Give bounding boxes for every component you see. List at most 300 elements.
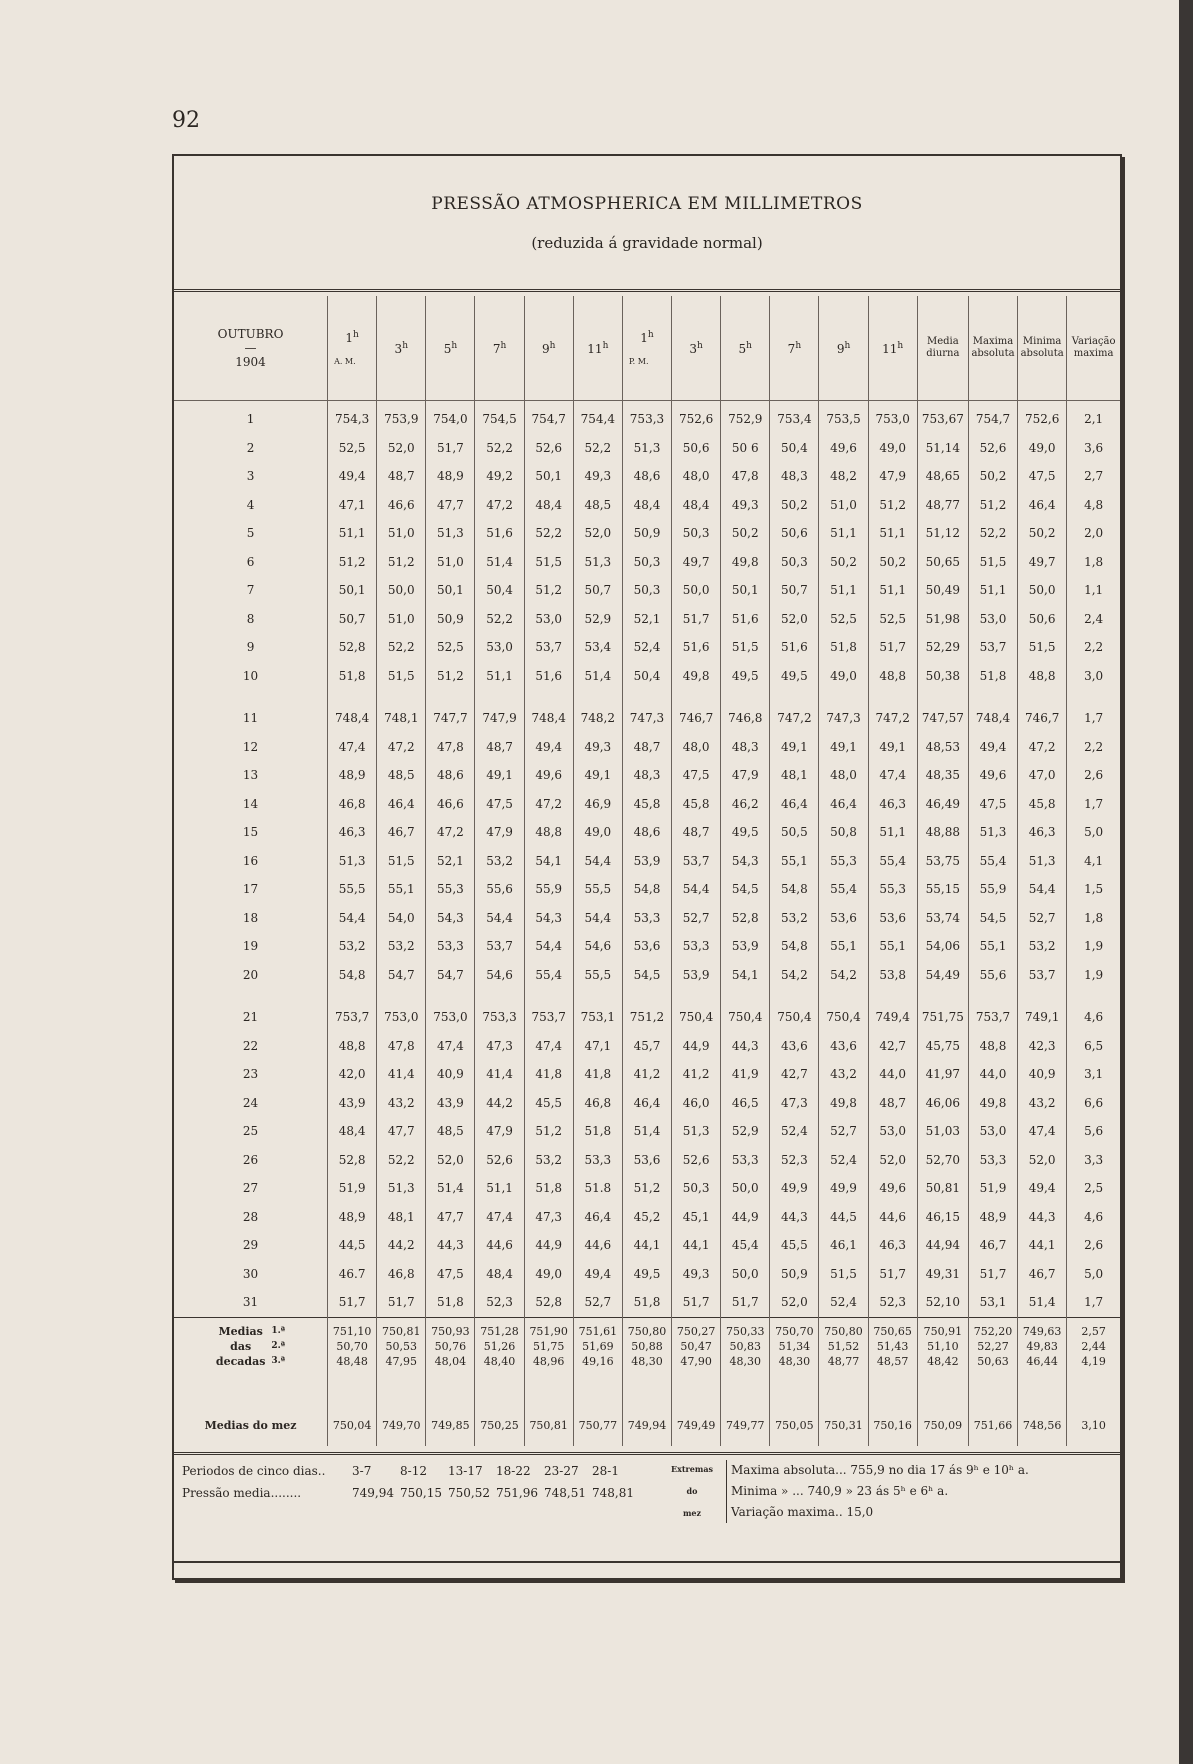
spacer-cell: [622, 989, 671, 1003]
value-cell: 52,2: [377, 633, 426, 662]
value-cell: 52,8: [328, 1146, 377, 1175]
extreme-variacao: Variação maxima.. 15,0: [731, 1505, 874, 1519]
value-cell: 48,8: [524, 818, 573, 847]
decade-mean-value: 49,83: [1026, 1339, 1058, 1353]
table-row: [174, 961, 1120, 990]
table-row: [174, 576, 1120, 605]
value-cell: 50,4: [622, 662, 671, 691]
hour-suffix: h: [647, 330, 654, 340]
decade-mean-value: 48,77: [827, 1354, 860, 1368]
value-cell: 53,2: [1018, 932, 1067, 961]
value-cell: 747,7: [426, 704, 475, 733]
value-cell: 49,4: [1018, 1174, 1067, 1203]
value-cell: 48,3: [622, 761, 671, 790]
value-cell: 52,2: [475, 434, 524, 463]
value-cell: 54,5: [622, 961, 671, 990]
extremes-label-2: do: [686, 1486, 698, 1496]
table-row: [174, 1117, 1120, 1146]
value-cell: 55,9: [524, 875, 573, 904]
decade-mean-value: 47,90: [680, 1354, 712, 1368]
value-cell: 53,9: [721, 932, 770, 961]
hour-number: 1: [640, 331, 648, 345]
hour-suffix: h: [844, 340, 851, 351]
value-cell: 46,8: [377, 1260, 426, 1289]
value-cell: 51.8: [573, 1174, 622, 1203]
value-cell: 49,1: [573, 761, 622, 790]
value-cell: 54,3: [524, 904, 573, 933]
value-cell: 49,0: [573, 818, 622, 847]
decade-means-word: decadas: [215, 1354, 266, 1368]
value-cell: 51,7: [721, 1288, 770, 1317]
value-cell: 49,3: [573, 733, 622, 762]
value-cell: 53,7: [524, 633, 573, 662]
table-row: [174, 761, 1120, 790]
table-row: [174, 733, 1120, 762]
value-cell: 46.7: [328, 1260, 377, 1289]
value-cell: 54,0: [377, 904, 426, 933]
value-cell: 51,4: [426, 1174, 475, 1203]
decade-means-word: das: [230, 1339, 252, 1353]
value-cell: 52,2: [573, 434, 622, 463]
value-cell: 47,4: [475, 1203, 524, 1232]
value-cell: 50,2: [868, 548, 917, 577]
maxima-absoluta-header-line: absoluta: [971, 348, 1015, 359]
hour-number: 9: [541, 341, 550, 356]
value-cell: 44,0: [968, 1060, 1017, 1089]
value-cell: 754,4: [573, 401, 622, 434]
day-cell: 9: [246, 640, 255, 655]
value-cell: 1,1: [1067, 576, 1120, 605]
month-mean-value: 749,70: [377, 1406, 426, 1446]
decade-mean-value: 51,75: [532, 1339, 565, 1353]
value-cell: 44,9: [721, 1203, 770, 1232]
spacer-cell: [1018, 989, 1067, 1003]
value-cell: 55,6: [475, 875, 524, 904]
decade-mean-value: 750,33: [726, 1324, 765, 1338]
table-row: [174, 1174, 1120, 1203]
value-cell: 49,0: [524, 1260, 573, 1289]
value-cell: 51,4: [573, 662, 622, 691]
month-mean-value: 750,09: [917, 1406, 968, 1446]
value-cell: 49,1: [819, 733, 868, 762]
value-cell: 49,1: [868, 733, 917, 762]
value-cell: 747,57: [917, 704, 968, 733]
value-cell: 50,5: [770, 818, 819, 847]
value-cell: 53,8: [868, 961, 917, 990]
value-cell: 51,0: [377, 605, 426, 634]
value-cell: 52,6: [672, 1146, 721, 1175]
value-cell: 49,0: [1018, 434, 1067, 463]
value-cell: 48,4: [475, 1260, 524, 1289]
table-row: [174, 1032, 1120, 1061]
value-cell: 753,67: [917, 401, 968, 434]
spacer-cell: [426, 989, 475, 1003]
value-cell: 50,0: [721, 1260, 770, 1289]
value-cell: 48,5: [573, 491, 622, 520]
value-cell: 51,3: [328, 847, 377, 876]
month-means-label: Medias do mez: [204, 1419, 297, 1432]
value-cell: 48,6: [426, 761, 475, 790]
table-row: [174, 1288, 1120, 1317]
value-cell: 52,0: [377, 434, 426, 463]
spacer-cell: [1018, 690, 1067, 704]
day-cell: 31: [242, 1295, 259, 1310]
value-cell: 52,0: [770, 1288, 819, 1317]
value-cell: 753,3: [475, 1003, 524, 1032]
value-cell: 50,2: [770, 491, 819, 520]
hour-header: [770, 296, 819, 401]
extremes-values: [726, 1460, 1121, 1523]
decade-number: 2.ª: [271, 1340, 286, 1351]
value-cell: 51,1: [819, 519, 868, 548]
month-dash: —: [244, 341, 257, 355]
value-cell: 52,6: [968, 434, 1017, 463]
value-cell: 53,3: [622, 904, 671, 933]
value-cell: 46,3: [1018, 818, 1067, 847]
value-cell: 49,6: [868, 1174, 917, 1203]
value-cell: 51,4: [1018, 1288, 1067, 1317]
day-cell: 26: [242, 1152, 259, 1167]
month-mean-value: 750,81: [524, 1406, 573, 1446]
value-cell: 42,0: [328, 1060, 377, 1089]
value-cell: 55,4: [968, 847, 1017, 876]
value-cell: 53,9: [622, 847, 671, 876]
value-cell: 55,1: [968, 932, 1017, 961]
value-cell: 747,9: [475, 704, 524, 733]
value-cell: 47,4: [868, 761, 917, 790]
value-cell: 51,8: [573, 1117, 622, 1146]
value-cell: 51,1: [328, 519, 377, 548]
table-row: [174, 1003, 1120, 1032]
value-cell: 54,2: [770, 961, 819, 990]
hour-suffix: h: [549, 340, 556, 351]
value-cell: 54,4: [573, 904, 622, 933]
value-cell: 47,8: [377, 1032, 426, 1061]
value-cell: 51,6: [524, 662, 573, 691]
spacer-cell: [819, 690, 868, 704]
value-cell: 51,1: [475, 1174, 524, 1203]
value-cell: 51,3: [968, 818, 1017, 847]
value-cell: 48,1: [770, 761, 819, 790]
value-cell: 46,6: [426, 790, 475, 819]
media-diurna-header: [917, 296, 968, 401]
day-cell: 1: [246, 412, 255, 427]
value-cell: 746,8: [721, 704, 770, 733]
value-cell: 51,8: [328, 662, 377, 691]
decade-means-cell: [426, 1317, 475, 1406]
spacer-cell: [475, 989, 524, 1003]
variacao-maxima-header: [1067, 296, 1120, 401]
day-cell: 11: [242, 711, 259, 726]
day-cell: 22: [242, 1038, 259, 1053]
value-cell: 748,2: [573, 704, 622, 733]
value-cell: 53,75: [917, 847, 968, 876]
hour-number: 9: [836, 341, 845, 356]
value-cell: 55,5: [573, 875, 622, 904]
hour-suffix: h: [500, 340, 507, 351]
value-cell: 50,3: [622, 548, 671, 577]
value-cell: 49,0: [868, 434, 917, 463]
value-cell: 5,0: [1067, 1260, 1120, 1289]
value-cell: 752,6: [672, 401, 721, 434]
table-row: [174, 1089, 1120, 1118]
month-header: [174, 296, 328, 401]
hour-suffix: h: [451, 340, 458, 351]
table-row: [174, 847, 1120, 876]
pressure-value: 750,52: [448, 1486, 490, 1500]
value-cell: 51,5: [524, 548, 573, 577]
value-cell: 51,5: [377, 662, 426, 691]
value-cell: 52,7: [573, 1288, 622, 1317]
value-cell: 54,4: [328, 904, 377, 933]
pressure-value: 748,81: [592, 1486, 634, 1500]
value-cell: 54,2: [819, 961, 868, 990]
value-cell: 51,12: [917, 519, 968, 548]
hour-suffix: h: [746, 340, 752, 351]
value-cell: 51,2: [328, 548, 377, 577]
value-cell: 46,4: [1018, 491, 1067, 520]
value-cell: 41,4: [377, 1060, 426, 1089]
value-cell: 50,0: [377, 576, 426, 605]
value-cell: 52,70: [917, 1146, 968, 1175]
month-mean-value: 748,56: [1018, 1406, 1067, 1446]
value-cell: 54,6: [573, 932, 622, 961]
month-mean-value: 750,77: [573, 1406, 622, 1446]
hour-header: [328, 296, 377, 401]
value-cell: 50,4: [475, 576, 524, 605]
table-row: [174, 434, 1120, 463]
value-cell: 45,7: [622, 1032, 671, 1061]
table-row: [174, 548, 1120, 577]
value-cell: 53,3: [573, 1146, 622, 1175]
value-cell: 53,6: [819, 904, 868, 933]
variacao-maxima-header-line: maxima: [1073, 348, 1114, 359]
value-cell: 51,2: [524, 1117, 573, 1146]
value-cell: 754,7: [968, 401, 1017, 434]
period-value: 8-12: [400, 1464, 427, 1478]
value-cell: 46,15: [917, 1203, 968, 1232]
value-cell: 46,2: [721, 790, 770, 819]
value-cell: 47,5: [968, 790, 1017, 819]
value-cell: 50,6: [1018, 605, 1067, 634]
value-cell: 51,3: [622, 434, 671, 463]
value-cell: 48,4: [524, 491, 573, 520]
value-cell: 44,6: [868, 1203, 917, 1232]
value-cell: 50,2: [1018, 519, 1067, 548]
value-cell: 754,7: [524, 401, 573, 434]
value-cell: 50,3: [622, 576, 671, 605]
table-row: [174, 605, 1120, 634]
month-mean-value: 749,49: [672, 1406, 721, 1446]
value-cell: 52,5: [328, 434, 377, 463]
table-row: [174, 932, 1120, 961]
hour-number: 1: [345, 331, 354, 345]
value-cell: 54,1: [721, 961, 770, 990]
value-cell: 53,0: [968, 605, 1017, 634]
value-cell: 41,97: [917, 1060, 968, 1089]
footer-rule: [174, 1452, 1120, 1455]
extreme-minima: Minima » ... 740,9 » 23 ás 5ʰ e 6ʰ a.: [731, 1484, 949, 1498]
value-cell: 48,7: [475, 733, 524, 762]
value-cell: 44,1: [672, 1231, 721, 1260]
decade-means-cell: [573, 1317, 622, 1406]
decade-means-word: Medias: [218, 1324, 263, 1338]
value-cell: 45,8: [622, 790, 671, 819]
hour-number: 5: [738, 341, 747, 356]
value-cell: 43,6: [770, 1032, 819, 1061]
value-cell: 751,75: [917, 1003, 968, 1032]
value-cell: 47,3: [524, 1203, 573, 1232]
value-cell: 53,1: [968, 1288, 1017, 1317]
value-cell: 49,6: [524, 761, 573, 790]
value-cell: 47,2: [377, 733, 426, 762]
table-row: [174, 704, 1120, 733]
day-cell: 3: [246, 469, 255, 484]
day-cell: 14: [242, 796, 259, 811]
value-cell: 54,8: [328, 961, 377, 990]
value-cell: 46,8: [328, 790, 377, 819]
decade-means-cell: [917, 1317, 968, 1406]
value-cell: 53,7: [1018, 961, 1067, 990]
am-label: A. M.: [334, 357, 356, 366]
decade-means-cell: [377, 1317, 426, 1406]
day-cell: 23: [242, 1067, 259, 1082]
value-cell: 48,88: [917, 818, 968, 847]
decade-mean-value: 48,48: [336, 1354, 368, 1368]
value-cell: 47,2: [524, 790, 573, 819]
hour-header: [524, 296, 573, 401]
value-cell: 2,0: [1067, 519, 1120, 548]
hour-header: [475, 296, 524, 401]
value-cell: 49,8: [721, 548, 770, 577]
value-cell: 1,5: [1067, 875, 1120, 904]
month-mean-value: 749,77: [721, 1406, 770, 1446]
value-cell: 48,5: [377, 761, 426, 790]
pressure-value: 750,15: [400, 1486, 442, 1500]
decade-mean-value: 750,91: [923, 1324, 963, 1338]
value-cell: 49,0: [819, 662, 868, 691]
value-cell: 51,2: [377, 548, 426, 577]
value-cell: 5,6: [1067, 1117, 1120, 1146]
value-cell: 47,7: [377, 1117, 426, 1146]
value-cell: 46,7: [377, 818, 426, 847]
value-cell: 53,3: [672, 932, 721, 961]
value-cell: 47,7: [426, 491, 475, 520]
value-cell: 47,9: [475, 818, 524, 847]
spacer-cell: [672, 690, 721, 704]
value-cell: 51,2: [622, 1174, 671, 1203]
value-cell: 49,6: [819, 434, 868, 463]
value-cell: 53,0: [868, 1117, 917, 1146]
value-cell: 45,4: [721, 1231, 770, 1260]
decade-means-cell: [819, 1317, 868, 1406]
value-cell: 48,6: [622, 818, 671, 847]
value-cell: 51,2: [868, 491, 917, 520]
month-mean-value: 751,66: [968, 1406, 1017, 1446]
value-cell: 52,8: [721, 904, 770, 933]
decade-means-cell: [1067, 1317, 1120, 1406]
table-subtitle: (reduzida á gravidade normal): [531, 234, 763, 252]
value-cell: 52,3: [475, 1288, 524, 1317]
maxima-absoluta-header: [968, 296, 1017, 401]
value-cell: 46,7: [1018, 1260, 1067, 1289]
spacer-cell: [1067, 690, 1120, 704]
value-cell: 52,3: [868, 1288, 917, 1317]
extremes-label-1: Extremas: [670, 1464, 714, 1474]
value-cell: 44,1: [622, 1231, 671, 1260]
value-cell: 6,5: [1067, 1032, 1120, 1061]
month-mean-value: 750,05: [770, 1406, 819, 1446]
decade-means-title: [216, 1324, 266, 1369]
table-row: [174, 875, 1120, 904]
value-cell: 46,4: [377, 790, 426, 819]
decade-mean-value: 750,81: [382, 1324, 421, 1338]
value-cell: 753,0: [868, 401, 917, 434]
value-cell: 46,0: [672, 1089, 721, 1118]
value-cell: 51,0: [819, 491, 868, 520]
value-cell: 50,4: [770, 434, 819, 463]
value-cell: 52,0: [426, 1146, 475, 1175]
value-cell: 48,77: [917, 491, 968, 520]
value-cell: 52,9: [721, 1117, 770, 1146]
value-cell: 51,2: [524, 576, 573, 605]
decade-mean-value: 752,20: [973, 1324, 1013, 1338]
day-cell: 2: [246, 440, 255, 455]
value-cell: 750,4: [672, 1003, 721, 1032]
value-cell: 1,9: [1067, 932, 1120, 961]
value-cell: 44,3: [426, 1231, 475, 1260]
value-cell: 48,7: [622, 733, 671, 762]
value-cell: 50,49: [917, 576, 968, 605]
value-cell: 51,4: [475, 548, 524, 577]
table-row: [174, 401, 1120, 434]
value-cell: 48,4: [328, 1117, 377, 1146]
day-cell: 21: [242, 1010, 259, 1025]
value-cell: 41,2: [622, 1060, 671, 1089]
value-cell: 54,4: [672, 875, 721, 904]
value-cell: 52,4: [819, 1288, 868, 1317]
value-cell: 51,9: [968, 1174, 1017, 1203]
value-cell: 752,9: [721, 401, 770, 434]
decade-mean-value: 749,63: [1022, 1324, 1062, 1338]
bottom-rule: [174, 1561, 1120, 1563]
value-cell: 52,1: [622, 605, 671, 634]
value-cell: 51,7: [672, 1288, 721, 1317]
period-value: 3-7: [352, 1464, 372, 1478]
value-cell: 53,74: [917, 904, 968, 933]
value-cell: 50,1: [721, 576, 770, 605]
variacao-maxima-header-line: Variação: [1071, 336, 1116, 347]
value-cell: 44,6: [475, 1231, 524, 1260]
spacer-cell: [721, 690, 770, 704]
value-cell: 48,8: [868, 662, 917, 691]
value-cell: 41,9: [721, 1060, 770, 1089]
value-cell: 6,6: [1067, 1089, 1120, 1118]
value-cell: 51,6: [672, 633, 721, 662]
value-cell: 49,8: [819, 1089, 868, 1118]
value-cell: 52,5: [868, 605, 917, 634]
decade-mean-value: 750,27: [676, 1324, 716, 1338]
value-cell: 754,0: [426, 401, 475, 434]
value-cell: 45,2: [622, 1203, 671, 1232]
value-cell: 752,6: [1018, 401, 1067, 434]
value-cell: 49,9: [819, 1174, 868, 1203]
value-cell: 748,4: [524, 704, 573, 733]
spacer-cell: [475, 690, 524, 704]
value-cell: 55,15: [917, 875, 968, 904]
value-cell: 50,38: [917, 662, 968, 691]
value-cell: 51,5: [1018, 633, 1067, 662]
